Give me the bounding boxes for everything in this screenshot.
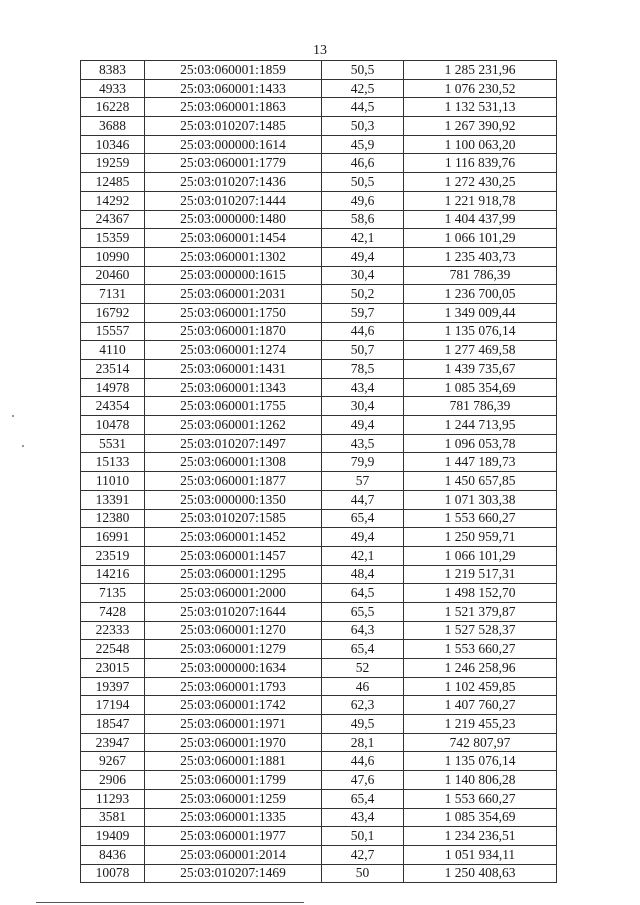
table-row xyxy=(81,322,557,341)
value-cell: 781 786,39 xyxy=(404,266,557,285)
value-cell: 1 250 408,63 xyxy=(404,864,557,883)
row-number-cell: 4933 xyxy=(81,79,145,98)
table-body xyxy=(81,61,557,883)
row-number-cell: 18547 xyxy=(81,715,145,734)
value-cell: 1 102 459,85 xyxy=(404,677,557,696)
table-row xyxy=(81,864,557,883)
value-cell: 1 285 231,96 xyxy=(404,61,557,80)
area-cell: 50,7 xyxy=(322,341,404,360)
row-number-cell: 13391 xyxy=(81,490,145,509)
value-cell: 1 272 430,25 xyxy=(404,173,557,192)
cadastral-number-cell: 25:03:060001:1859 xyxy=(145,61,322,80)
table-row xyxy=(81,509,557,528)
area-cell: 59,7 xyxy=(322,303,404,322)
area-cell: 44,6 xyxy=(322,752,404,771)
row-number-cell: 17194 xyxy=(81,696,145,715)
table-row xyxy=(81,602,557,621)
row-number-cell: 4110 xyxy=(81,341,145,360)
value-cell: 1 404 437,99 xyxy=(404,210,557,229)
area-cell: 58,6 xyxy=(322,210,404,229)
area-cell: 64,5 xyxy=(322,584,404,603)
cadastral-number-cell: 25:03:000000:1615 xyxy=(145,266,322,285)
area-cell: 49,4 xyxy=(322,247,404,266)
row-number-cell: 8436 xyxy=(81,845,145,864)
cadastral-number-cell: 25:03:060001:1343 xyxy=(145,378,322,397)
value-cell: 1 085 354,69 xyxy=(404,378,557,397)
area-cell: 78,5 xyxy=(322,360,404,379)
table-row xyxy=(81,397,557,416)
table-row xyxy=(81,696,557,715)
table-row xyxy=(81,154,557,173)
cadastral-number-cell: 25:03:060001:1755 xyxy=(145,397,322,416)
row-number-cell: 24367 xyxy=(81,210,145,229)
cadastral-number-cell: 25:03:060001:1431 xyxy=(145,360,322,379)
table-row xyxy=(81,715,557,734)
cadastral-number-cell: 25:03:000000:1634 xyxy=(145,659,322,678)
row-number-cell: 3581 xyxy=(81,808,145,827)
table-row xyxy=(81,546,557,565)
cadastral-number-cell: 25:03:060001:1308 xyxy=(145,453,322,472)
cadastral-number-cell: 25:03:060001:1877 xyxy=(145,472,322,491)
area-cell: 62,3 xyxy=(322,696,404,715)
value-cell: 1 244 713,95 xyxy=(404,416,557,435)
value-cell: 1 553 660,27 xyxy=(404,640,557,659)
value-cell: 781 786,39 xyxy=(404,397,557,416)
value-cell: 1 527 528,37 xyxy=(404,621,557,640)
cadastral-number-cell: 25:03:000000:1350 xyxy=(145,490,322,509)
row-number-cell: 7131 xyxy=(81,285,145,304)
area-cell: 65,4 xyxy=(322,640,404,659)
value-cell: 1 246 258,96 xyxy=(404,659,557,678)
cadastral-number-cell: 25:03:060001:1970 xyxy=(145,733,322,752)
area-cell: 46,6 xyxy=(322,154,404,173)
value-cell: 1 553 660,27 xyxy=(404,789,557,808)
row-number-cell: 24354 xyxy=(81,397,145,416)
value-cell: 742 807,97 xyxy=(404,733,557,752)
area-cell: 45,9 xyxy=(322,135,404,154)
value-cell: 1 066 101,29 xyxy=(404,546,557,565)
area-cell: 44,5 xyxy=(322,98,404,117)
value-cell: 1 135 076,14 xyxy=(404,322,557,341)
row-number-cell: 15359 xyxy=(81,229,145,248)
row-number-cell: 23947 xyxy=(81,733,145,752)
cadastral-number-cell: 25:03:060001:1971 xyxy=(145,715,322,734)
row-number-cell: 22333 xyxy=(81,621,145,640)
cadastral-number-cell: 25:03:060001:1259 xyxy=(145,789,322,808)
area-cell: 49,5 xyxy=(322,715,404,734)
table-row xyxy=(81,266,557,285)
cadastral-number-cell: 25:03:010207:1485 xyxy=(145,117,322,136)
value-cell: 1 076 230,52 xyxy=(404,79,557,98)
cadastral-number-cell: 25:03:060001:1750 xyxy=(145,303,322,322)
table-row xyxy=(81,210,557,229)
table-row xyxy=(81,565,557,584)
table-row xyxy=(81,528,557,547)
area-cell: 42,1 xyxy=(322,546,404,565)
area-cell: 65,5 xyxy=(322,602,404,621)
cadastral-number-cell: 25:03:000000:1614 xyxy=(145,135,322,154)
value-cell: 1 447 189,73 xyxy=(404,453,557,472)
cadastral-number-cell: 25:03:060001:2031 xyxy=(145,285,322,304)
value-cell: 1 439 735,67 xyxy=(404,360,557,379)
area-cell: 65,4 xyxy=(322,789,404,808)
cadastral-number-cell: 25:03:060001:1793 xyxy=(145,677,322,696)
table-row xyxy=(81,229,557,248)
table-row xyxy=(81,416,557,435)
row-number-cell: 11010 xyxy=(81,472,145,491)
table-row xyxy=(81,191,557,210)
value-cell: 1 521 379,87 xyxy=(404,602,557,621)
area-cell: 28,1 xyxy=(322,733,404,752)
row-number-cell: 23519 xyxy=(81,546,145,565)
table-row xyxy=(81,472,557,491)
cadastral-number-cell: 25:03:060001:2014 xyxy=(145,845,322,864)
row-number-cell: 20460 xyxy=(81,266,145,285)
table-row xyxy=(81,61,557,80)
value-cell: 1 498 152,70 xyxy=(404,584,557,603)
footnote-rule xyxy=(36,902,304,903)
area-cell: 46 xyxy=(322,677,404,696)
area-cell: 52 xyxy=(322,659,404,678)
table-row xyxy=(81,789,557,808)
row-number-cell: 3688 xyxy=(81,117,145,136)
value-cell: 1 132 531,13 xyxy=(404,98,557,117)
area-cell: 44,7 xyxy=(322,490,404,509)
area-cell: 44,6 xyxy=(322,322,404,341)
value-cell: 1 096 053,78 xyxy=(404,434,557,453)
area-cell: 43,4 xyxy=(322,378,404,397)
row-number-cell: 22548 xyxy=(81,640,145,659)
value-cell: 1 219 517,31 xyxy=(404,565,557,584)
area-cell: 50,2 xyxy=(322,285,404,304)
cadastral-number-cell: 25:03:060001:1274 xyxy=(145,341,322,360)
cadastral-number-cell: 25:03:000000:1480 xyxy=(145,210,322,229)
cadastral-number-cell: 25:03:060001:1457 xyxy=(145,546,322,565)
value-cell: 1 234 236,51 xyxy=(404,827,557,846)
table-row xyxy=(81,771,557,790)
page-number: 13 xyxy=(313,43,327,58)
area-cell: 50,3 xyxy=(322,117,404,136)
cadastral-number-cell: 25:03:060001:1799 xyxy=(145,771,322,790)
row-number-cell: 12485 xyxy=(81,173,145,192)
cadastral-number-cell: 25:03:060001:1270 xyxy=(145,621,322,640)
table-row xyxy=(81,173,557,192)
area-cell: 50 xyxy=(322,864,404,883)
table-row xyxy=(81,341,557,360)
area-cell: 50,5 xyxy=(322,173,404,192)
scan-speck xyxy=(22,445,24,447)
row-number-cell: 7428 xyxy=(81,602,145,621)
table-row xyxy=(81,434,557,453)
cadastral-number-cell: 25:03:060001:1262 xyxy=(145,416,322,435)
table-row xyxy=(81,135,557,154)
area-cell: 43,4 xyxy=(322,808,404,827)
value-cell: 1 085 354,69 xyxy=(404,808,557,827)
table-row xyxy=(81,285,557,304)
value-cell: 1 140 806,28 xyxy=(404,771,557,790)
cadastral-number-cell: 25:03:060001:1870 xyxy=(145,322,322,341)
cadastral-number-cell: 25:03:060001:2000 xyxy=(145,584,322,603)
cadastral-number-cell: 25:03:010207:1469 xyxy=(145,864,322,883)
table-row xyxy=(81,303,557,322)
table-row xyxy=(81,677,557,696)
value-cell: 1 219 455,23 xyxy=(404,715,557,734)
area-cell: 30,4 xyxy=(322,266,404,285)
value-cell: 1 100 063,20 xyxy=(404,135,557,154)
table-row xyxy=(81,247,557,266)
cadastral-number-cell: 25:03:010207:1436 xyxy=(145,173,322,192)
area-cell: 47,6 xyxy=(322,771,404,790)
area-cell: 57 xyxy=(322,472,404,491)
area-cell: 65,4 xyxy=(322,509,404,528)
value-cell: 1 349 009,44 xyxy=(404,303,557,322)
cadastral-number-cell: 25:03:010207:1585 xyxy=(145,509,322,528)
cadastral-number-cell: 25:03:060001:1454 xyxy=(145,229,322,248)
area-cell: 49,4 xyxy=(322,416,404,435)
cadastral-number-cell: 25:03:060001:1295 xyxy=(145,565,322,584)
cadastral-number-cell: 25:03:060001:1742 xyxy=(145,696,322,715)
cadastral-number-cell: 25:03:010207:1497 xyxy=(145,434,322,453)
row-number-cell: 16228 xyxy=(81,98,145,117)
area-cell: 49,6 xyxy=(322,191,404,210)
row-number-cell: 23015 xyxy=(81,659,145,678)
row-number-cell: 10990 xyxy=(81,247,145,266)
table-row xyxy=(81,845,557,864)
area-cell: 30,4 xyxy=(322,397,404,416)
value-cell: 1 221 918,78 xyxy=(404,191,557,210)
area-cell: 42,7 xyxy=(322,845,404,864)
row-number-cell: 16792 xyxy=(81,303,145,322)
row-number-cell: 5531 xyxy=(81,434,145,453)
table-row xyxy=(81,117,557,136)
row-number-cell: 12380 xyxy=(81,509,145,528)
row-number-cell: 23514 xyxy=(81,360,145,379)
value-cell: 1 236 700,05 xyxy=(404,285,557,304)
row-number-cell: 19397 xyxy=(81,677,145,696)
cadastral-number-cell: 25:03:010207:1644 xyxy=(145,602,322,621)
value-cell: 1 407 760,27 xyxy=(404,696,557,715)
row-number-cell: 2906 xyxy=(81,771,145,790)
table-row xyxy=(81,808,557,827)
cadastral-number-cell: 25:03:060001:1433 xyxy=(145,79,322,98)
value-cell: 1 553 660,27 xyxy=(404,509,557,528)
value-cell: 1 116 839,76 xyxy=(404,154,557,173)
row-number-cell: 10346 xyxy=(81,135,145,154)
area-cell: 49,4 xyxy=(322,528,404,547)
cadastral-number-cell: 25:03:060001:1779 xyxy=(145,154,322,173)
table-row xyxy=(81,640,557,659)
row-number-cell: 7135 xyxy=(81,584,145,603)
cadastral-number-cell: 25:03:060001:1335 xyxy=(145,808,322,827)
property-table xyxy=(80,60,557,883)
row-number-cell: 11293 xyxy=(81,789,145,808)
cadastral-number-cell: 25:03:060001:1279 xyxy=(145,640,322,659)
cadastral-number-cell: 25:03:060001:1452 xyxy=(145,528,322,547)
area-cell: 48,4 xyxy=(322,565,404,584)
table-row xyxy=(81,378,557,397)
value-cell: 1 051 934,11 xyxy=(404,845,557,864)
cadastral-number-cell: 25:03:060001:1863 xyxy=(145,98,322,117)
value-cell: 1 135 076,14 xyxy=(404,752,557,771)
table-row xyxy=(81,733,557,752)
cadastral-number-cell: 25:03:060001:1977 xyxy=(145,827,322,846)
value-cell: 1 235 403,73 xyxy=(404,247,557,266)
row-number-cell: 14978 xyxy=(81,378,145,397)
table-row xyxy=(81,490,557,509)
value-cell: 1 267 390,92 xyxy=(404,117,557,136)
cadastral-number-cell: 25:03:060001:1302 xyxy=(145,247,322,266)
table-row xyxy=(81,827,557,846)
area-cell: 50,1 xyxy=(322,827,404,846)
cadastral-number-cell: 25:03:060001:1881 xyxy=(145,752,322,771)
value-cell: 1 071 303,38 xyxy=(404,490,557,509)
table-row xyxy=(81,360,557,379)
row-number-cell: 16991 xyxy=(81,528,145,547)
row-number-cell: 8383 xyxy=(81,61,145,80)
area-cell: 79,9 xyxy=(322,453,404,472)
row-number-cell: 14292 xyxy=(81,191,145,210)
scan-speck xyxy=(12,415,14,417)
area-cell: 64,3 xyxy=(322,621,404,640)
row-number-cell: 15133 xyxy=(81,453,145,472)
table-row xyxy=(81,98,557,117)
area-cell: 50,5 xyxy=(322,61,404,80)
row-number-cell: 15557 xyxy=(81,322,145,341)
row-number-cell: 14216 xyxy=(81,565,145,584)
table-row xyxy=(81,752,557,771)
row-number-cell: 19259 xyxy=(81,154,145,173)
row-number-cell: 19409 xyxy=(81,827,145,846)
area-cell: 42,5 xyxy=(322,79,404,98)
table-row xyxy=(81,659,557,678)
row-number-cell: 9267 xyxy=(81,752,145,771)
table-row xyxy=(81,621,557,640)
value-cell: 1 066 101,29 xyxy=(404,229,557,248)
area-cell: 43,5 xyxy=(322,434,404,453)
table-row xyxy=(81,79,557,98)
value-cell: 1 450 657,85 xyxy=(404,472,557,491)
table-row xyxy=(81,453,557,472)
value-cell: 1 277 469,58 xyxy=(404,341,557,360)
row-number-cell: 10078 xyxy=(81,864,145,883)
cadastral-number-cell: 25:03:010207:1444 xyxy=(145,191,322,210)
value-cell: 1 250 959,71 xyxy=(404,528,557,547)
area-cell: 42,1 xyxy=(322,229,404,248)
row-number-cell: 10478 xyxy=(81,416,145,435)
table-row xyxy=(81,584,557,603)
